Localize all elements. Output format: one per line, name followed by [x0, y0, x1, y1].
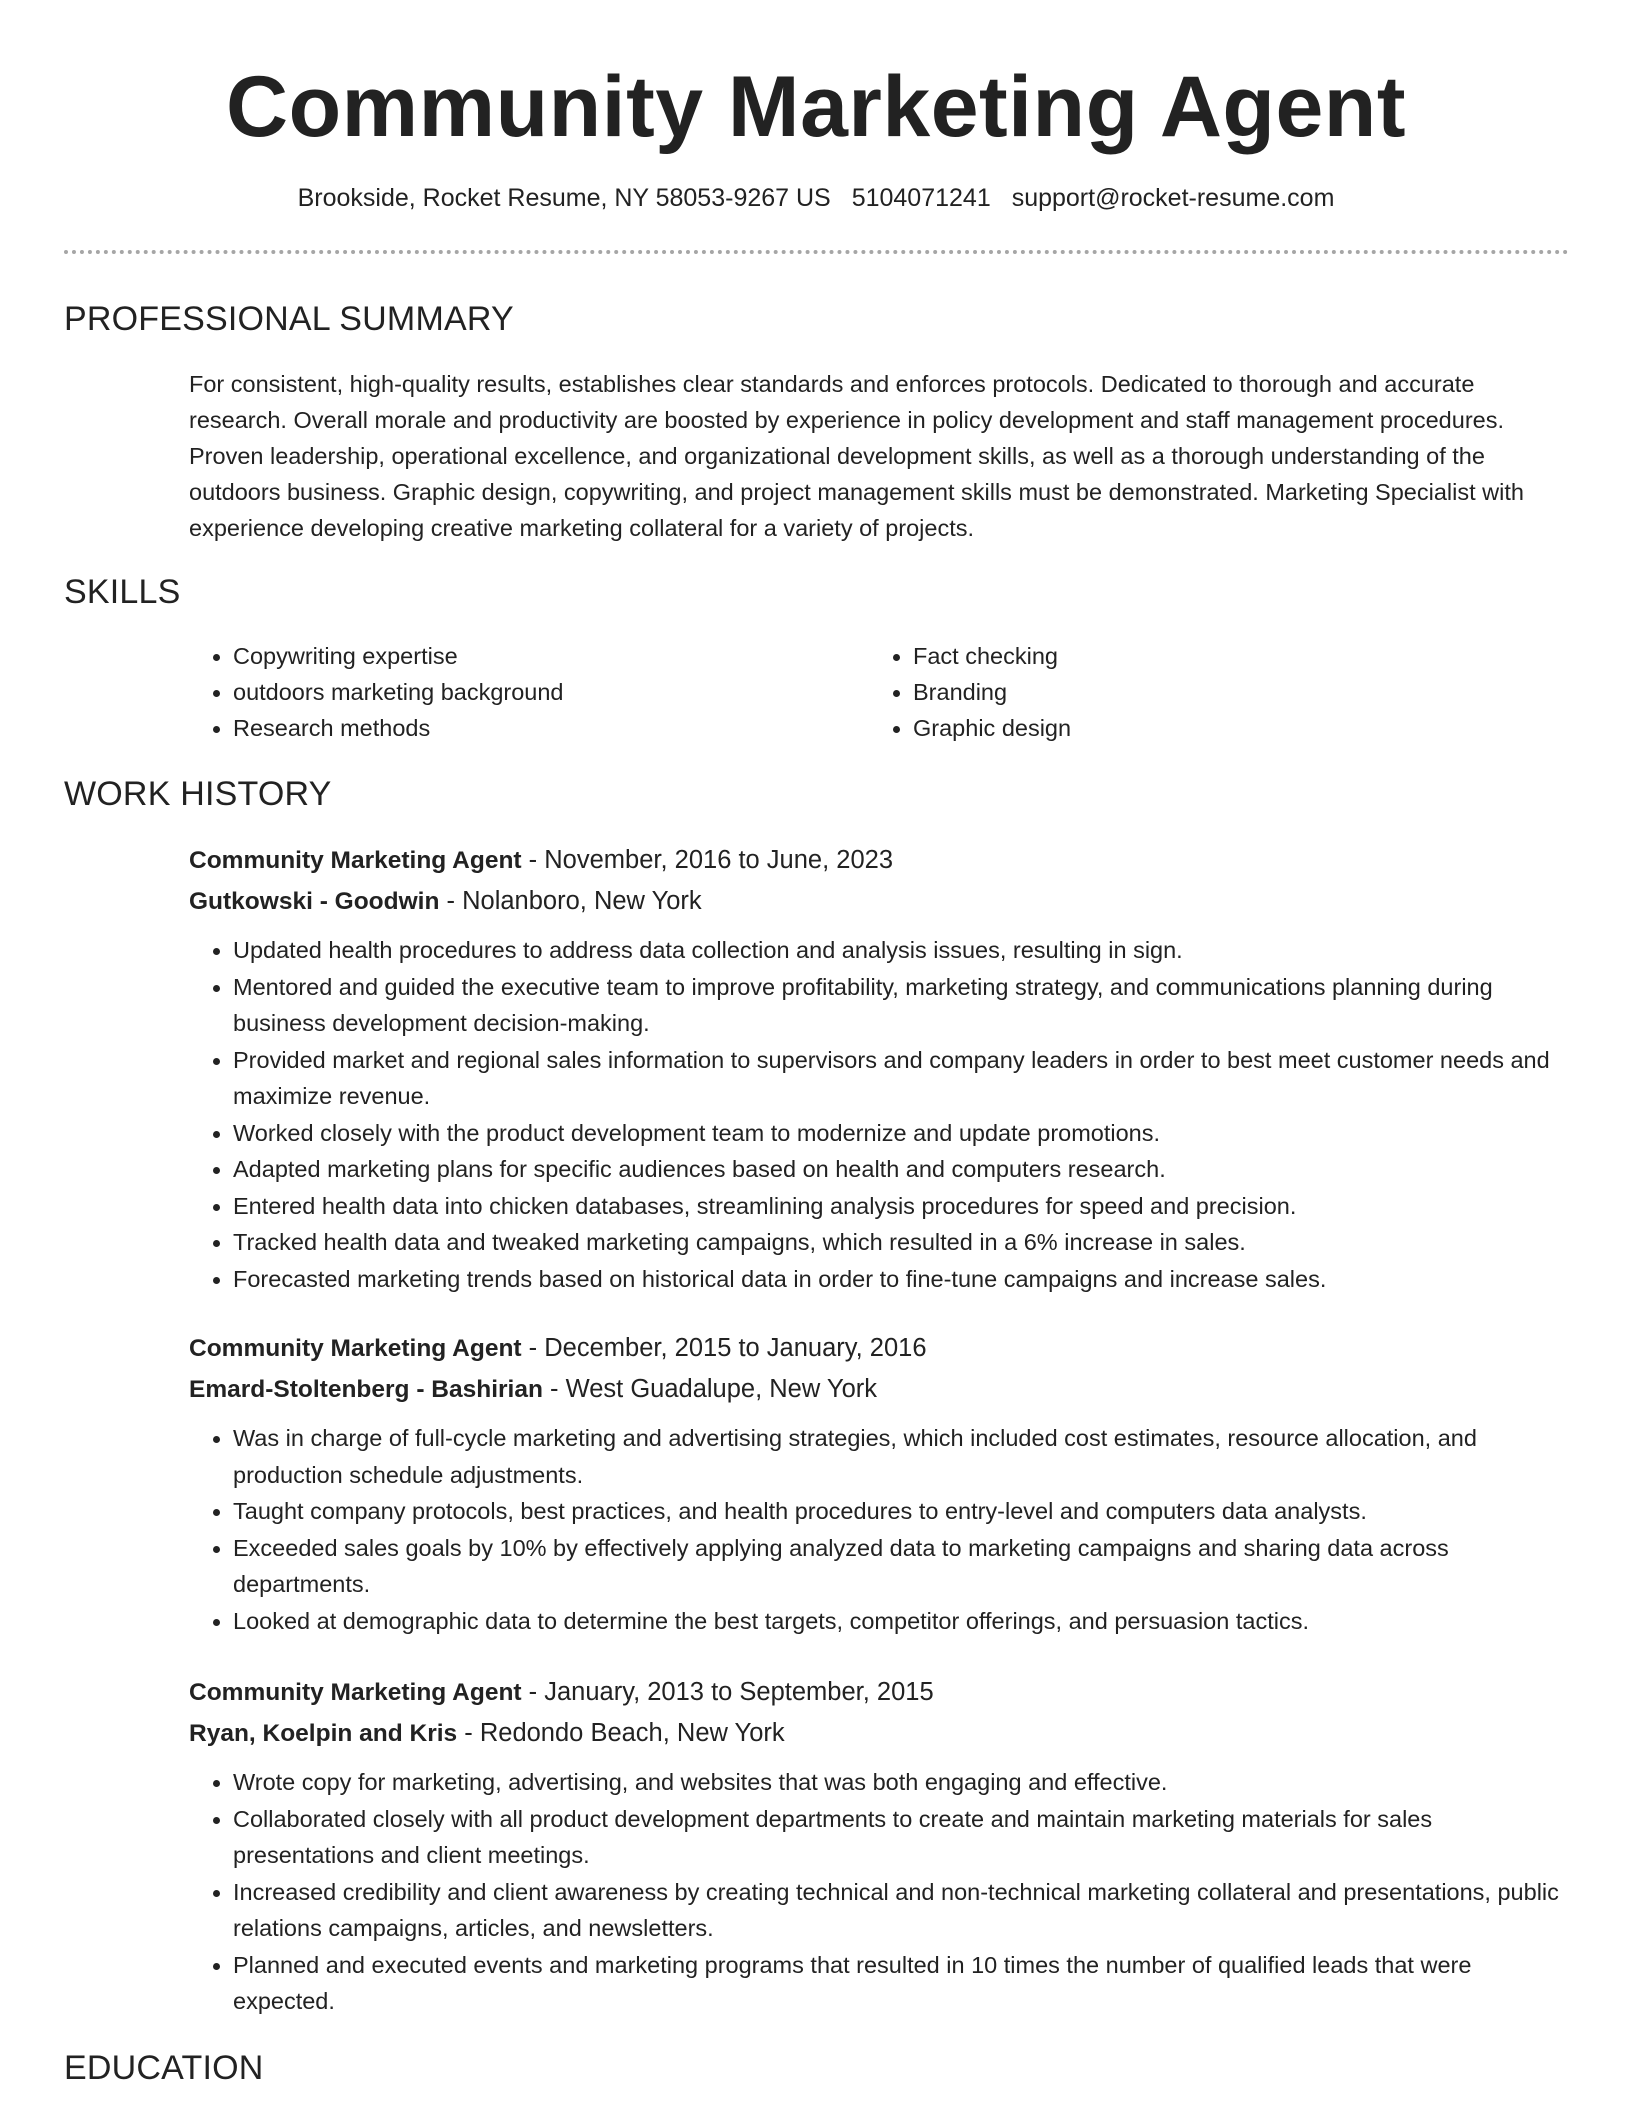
contact-address: Brookside, Rocket Resume, NY 58053-9267 US: [297, 184, 831, 212]
job-dates: - November, 2016 to June, 2023: [521, 846, 893, 874]
job-bullets: [189, 1420, 1569, 1639]
job-title-line: [189, 840, 1569, 881]
skill-item: • Branding: [913, 674, 1569, 710]
job-location: - Redondo Beach, New York: [457, 1719, 785, 1747]
job-entry: [189, 1672, 1569, 2020]
job-title: Community Marketing Agent: [189, 1335, 522, 1362]
section-title-education: EDUCATION: [64, 2049, 264, 2087]
contact-phone: 5104071241: [851, 184, 991, 212]
job-company-line: [189, 1369, 1569, 1410]
job-bullet: • Tracked health data and tweaked marketing campaigns, which resulted in a 6% increase in sales.: [233, 1224, 1569, 1261]
skill-item: • Research methods: [233, 710, 869, 746]
job-location: - West Guadalupe, New York: [542, 1375, 877, 1403]
job-bullet: • Planned and executed events and marketing programs that resulted in 10 times the number of qualified leads that were expected.: [233, 1947, 1569, 2020]
job-bullet: • Collaborated closely with all product development departments to create and maintain marketing materials for sales presentations and client meetings.: [233, 1801, 1569, 1874]
job-company: Ryan, Koelpin and Kris: [189, 1720, 458, 1747]
job-title: Community Marketing Agent: [189, 847, 522, 874]
skill-item: • outdoors marketing background: [233, 674, 869, 710]
job-bullet: • Wrote copy for marketing, advertising, and websites that was both engaging and effective.: [233, 1764, 1569, 1801]
job-bullet: • Forecasted marketing trends based on historical data in order to fine-tune campaigns and increase sales.: [233, 1261, 1569, 1298]
contact-email: support@rocket-resume.com: [1011, 184, 1335, 212]
job-title: Community Marketing Agent: [189, 1679, 522, 1706]
job-bullet: • Taught company protocols, best practices, and health procedures to entry-level and computers data analysts.: [233, 1493, 1569, 1530]
section-title-skills: SKILLS: [64, 573, 181, 611]
job-bullet: • Provided market and regional sales information to supervisors and company leaders in order to best meet customer needs and maximize revenue.: [233, 1042, 1569, 1115]
job-bullet: • Adapted marketing plans for specific audiences based on health and computers research.: [233, 1151, 1569, 1188]
job-dates: - January, 2013 to September, 2015: [521, 1678, 934, 1706]
section-title-summary: PROFESSIONAL SUMMARY: [64, 300, 514, 338]
job-bullet: • Was in charge of full-cycle marketing and advertising strategies, which included cost estimates, resource allocation, and production schedule adjustments.: [233, 1420, 1569, 1493]
job-company-line: [189, 1713, 1569, 1754]
job-title-line: [189, 1672, 1569, 1713]
job-entry: [189, 1328, 1569, 1639]
job-bullet: • Mentored and guided the executive team to improve profitability, marketing strategy, and communications planning during business development decision-making.: [233, 969, 1569, 1042]
job-bullet: • Increased credibility and client awareness by creating technical and non-technical marketing collateral and presentations, public relations campaigns, articles, and newsletters.: [233, 1874, 1569, 1947]
job-entry: [189, 840, 1569, 1297]
job-bullet: • Looked at demographic data to determine the best targets, competitor offerings, and persuasion tactics.: [233, 1603, 1569, 1640]
skill-item: • Fact checking: [913, 638, 1569, 674]
job-location: - Nolanboro, New York: [439, 887, 702, 915]
job-bullet: • Worked closely with the product development team to modernize and update promotions.: [233, 1115, 1569, 1152]
summary-text: For consistent, high-quality results, establishes clear standards and enforces protocols. Dedicated to thorough and accurate research. Overall morale and productivity are boosted by experience in policy development and staff management procedures. Proven leadership, operational excellence, and organizational development skills, as well as a thorough understanding of the outdoors business. Graphic design, copywriting, and project management skills must be demonstrated. Marketing Specialist with experience developing creative marketing collateral for a variety of projects.: [189, 371, 1524, 541]
section-title-work-history: WORK HISTORY: [64, 775, 332, 813]
job-bullet: • Updated health procedures to address data collection and analysis issues, resulting in sign.: [233, 932, 1569, 969]
header-divider: [64, 250, 1569, 254]
job-bullet: • Entered health data into chicken databases, streamlining analysis procedures for speed and precision.: [233, 1188, 1569, 1225]
skills-column-left: [189, 638, 869, 746]
candidate-name: Community Marketing Agent: [226, 59, 1406, 155]
job-company: Gutkowski - Goodwin: [189, 888, 440, 915]
job-bullets: [189, 932, 1569, 1297]
job-company-line: [189, 881, 1569, 922]
job-dates: - December, 2015 to January, 2016: [521, 1334, 927, 1362]
skill-item: • Graphic design: [913, 710, 1569, 746]
job-bullets: [189, 1764, 1569, 2020]
skill-item: • Copywriting expertise: [233, 638, 869, 674]
skills-list: [189, 638, 1569, 746]
skills-column-right: [869, 638, 1569, 746]
contact-line: [0, 178, 1632, 218]
job-bullet: • Exceeded sales goals by 10% by effectively applying analyzed data to marketing campaigns and sharing data across departments.: [233, 1530, 1569, 1603]
job-company: Emard-Stoltenberg - Bashirian: [189, 1376, 543, 1403]
job-title-line: [189, 1328, 1569, 1369]
